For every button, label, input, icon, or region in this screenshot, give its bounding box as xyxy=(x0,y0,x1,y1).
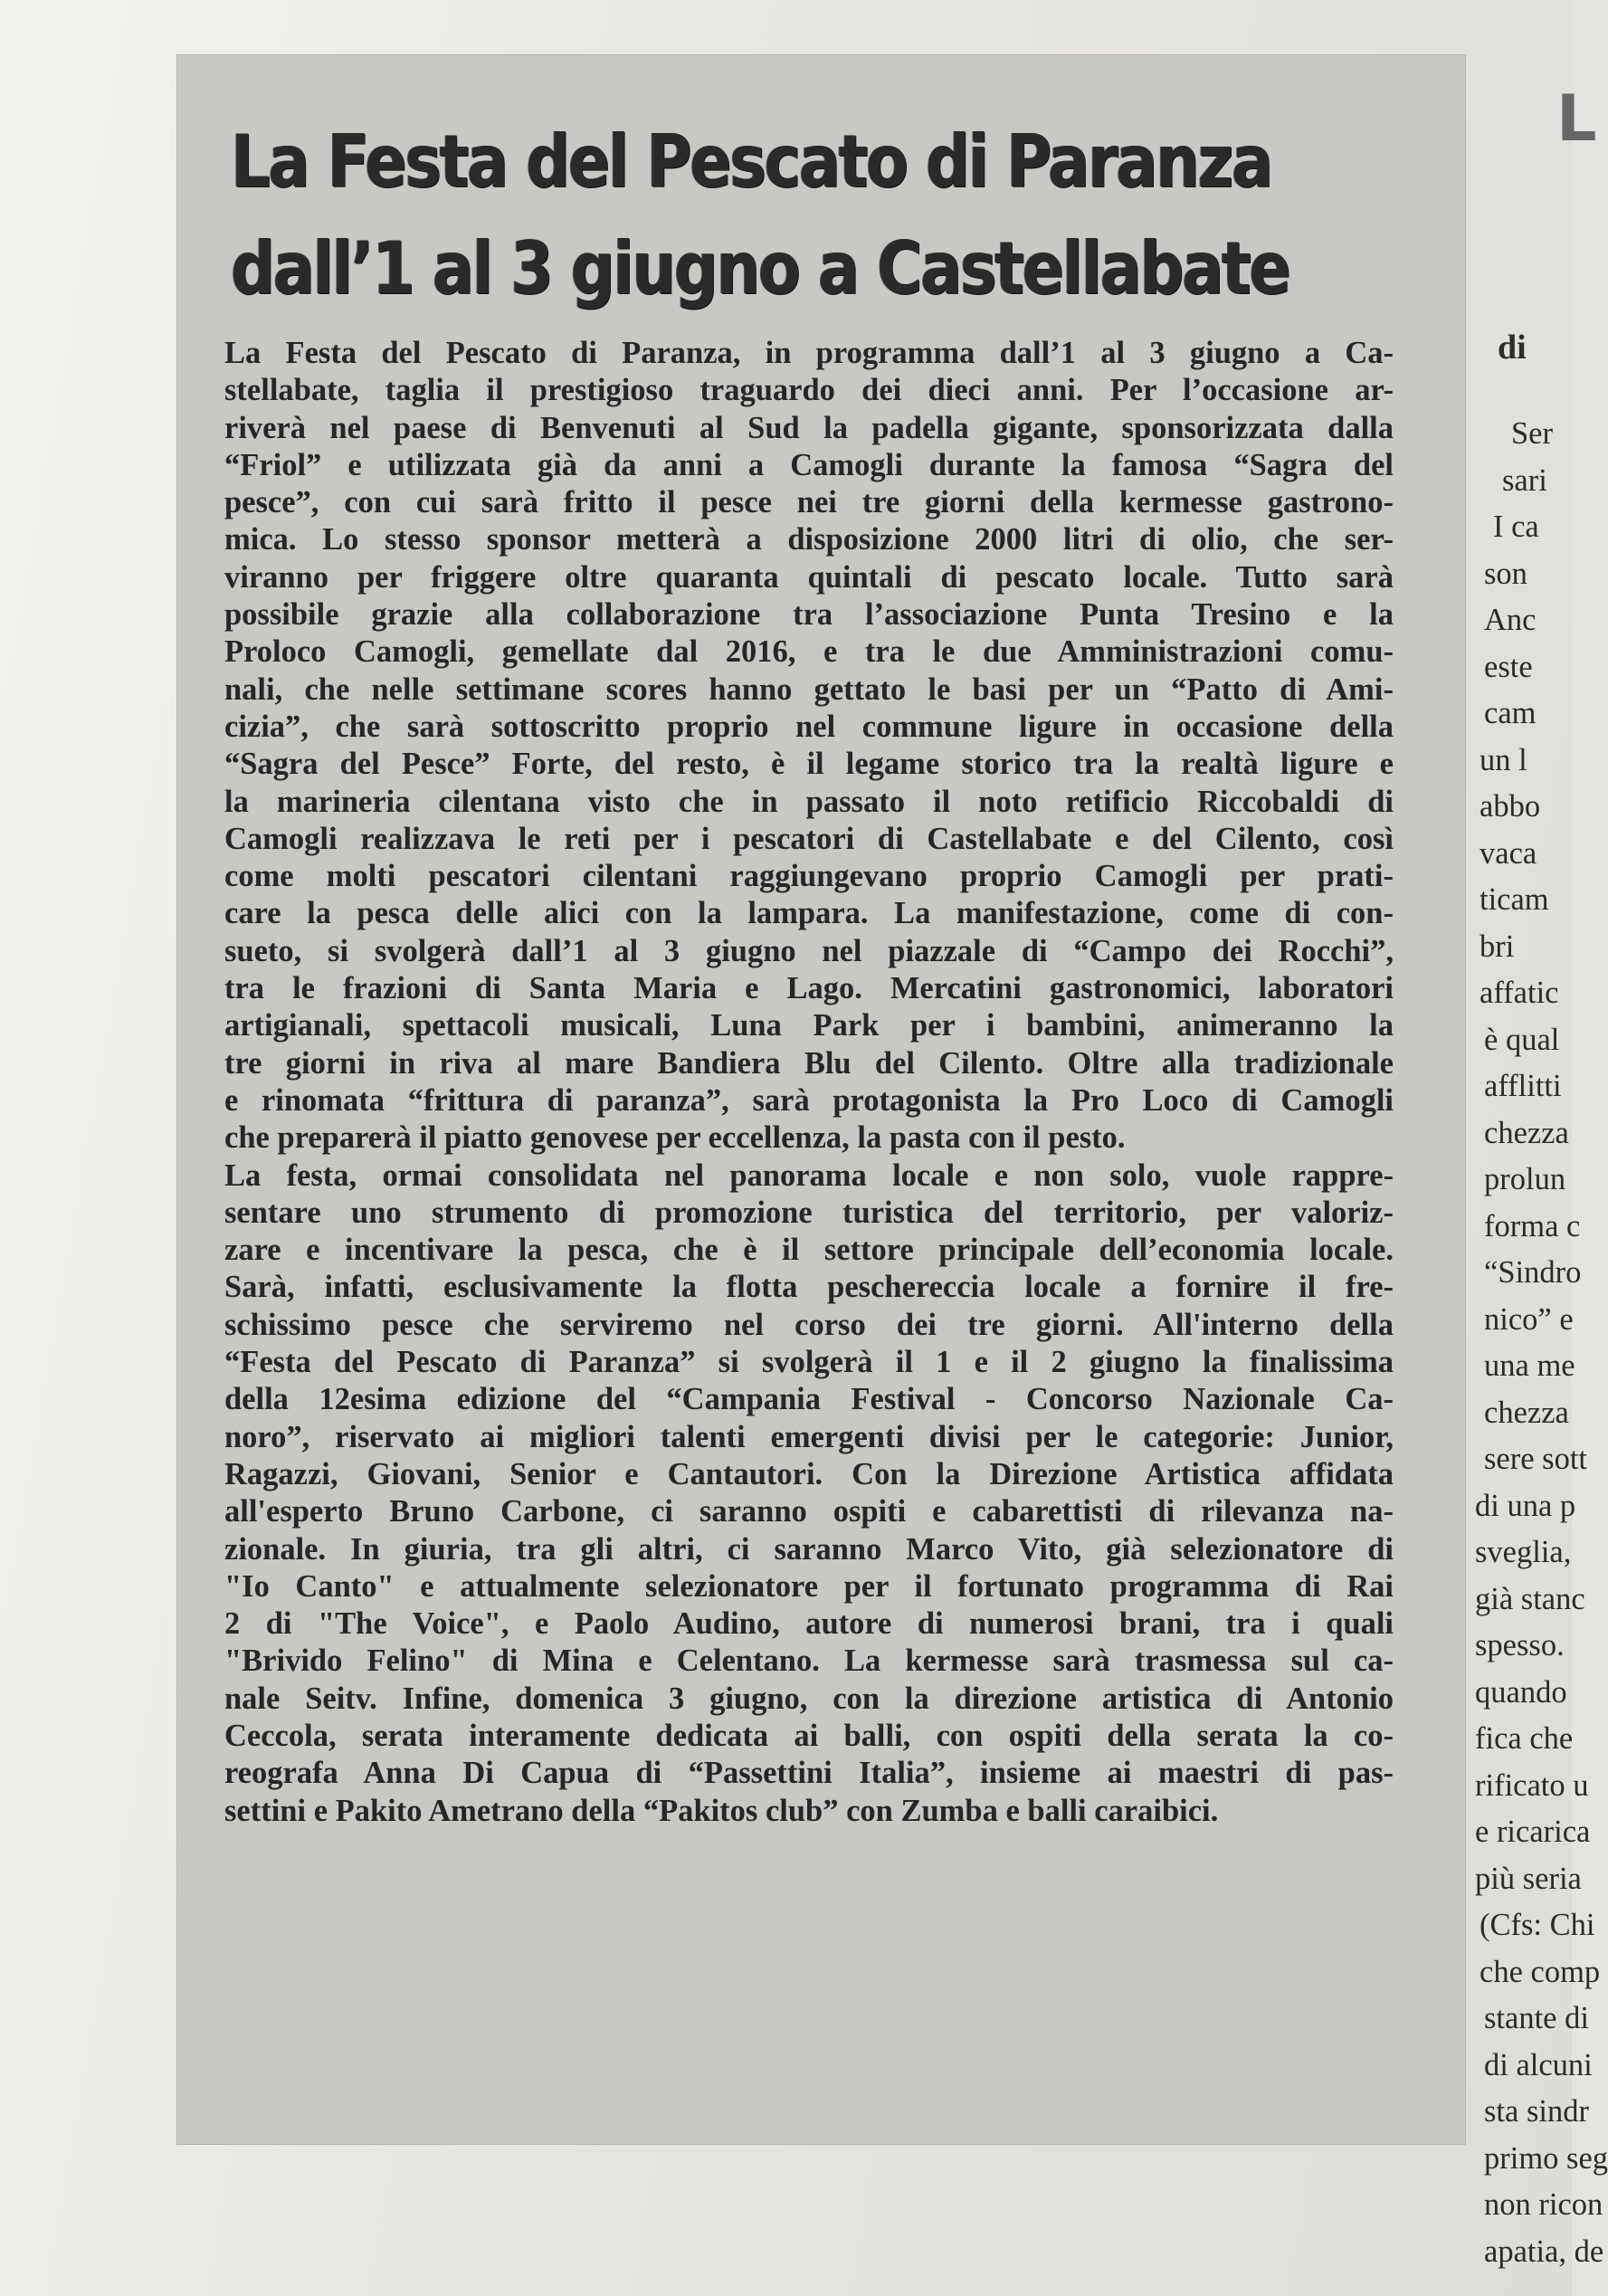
adjacent-line-fragment: cam xyxy=(1484,696,1537,730)
body-line: tre giorni in riva al mare Bandiera Blu del Cilento. Oltre alla tradizionale xyxy=(224,1045,1394,1081)
adjacent-line-fragment: spesso. xyxy=(1475,1628,1565,1662)
body-line: tra le frazioni di Santa Maria e Lago. Mercatini gastronomici, laboratori xyxy=(224,971,1394,1006)
adjacent-line-fragment: Anc xyxy=(1484,603,1537,637)
adjacent-line-fragment: non ricon xyxy=(1484,2187,1603,2222)
body-line: della 12esima edizione del “Campania Festival - Concorso Nazionale Ca- xyxy=(224,1382,1394,1417)
adjacent-line-fragment: forma c xyxy=(1484,1208,1581,1243)
adjacent-line-fragment: vaca xyxy=(1480,835,1537,871)
body-line: zare e incentivare la pesca, che è il settore principale dell’economia locale. xyxy=(224,1233,1394,1268)
adjacent-column xyxy=(1407,81,1608,2290)
article-body xyxy=(224,335,1394,1830)
adjacent-line-fragment: apatia, de xyxy=(1484,2234,1604,2269)
body-line: zionale. In giuria, tra gli altri, ci saranno Marco Vito, già selezionatore di xyxy=(224,1531,1394,1567)
adjacent-line-fragment: è qual xyxy=(1484,1022,1560,1057)
headline-line-2: dall’1 al 3 giugno a Castellabate xyxy=(231,226,1289,310)
body-line: e rinomata “frittura di paranza”, sarà protagonista la Pro Loco di Camogli xyxy=(224,1082,1394,1118)
headline-line-1: La Festa del Pescato di Paranza xyxy=(231,119,1271,204)
body-line: sentare uno strumento di promozione turistica del territorio, per valoriz- xyxy=(224,1195,1394,1230)
adjacent-line-fragment: este xyxy=(1484,649,1533,684)
body-line: La festa, ormai consolidata nel panorama locale e non solo, vuole rappre- xyxy=(224,1158,1394,1193)
adjacent-line-fragment: afflitti xyxy=(1484,1069,1562,1103)
adjacent-line-fragment: sere sott xyxy=(1484,1442,1588,1476)
body-line: Camogli realizzava le reti per i pescatori di Castellabate e del Cilento, così xyxy=(224,821,1394,856)
body-line: possibile grazie alla collaborazione tra l’associazione Punta Tresino e la xyxy=(224,597,1394,633)
adjacent-line-fragment: Ser xyxy=(1511,416,1553,451)
adjacent-line-fragment: e ricarica xyxy=(1475,1815,1591,1849)
body-line: viranno per friggere oltre quaranta quintali di pescato locale. Tutto sarà xyxy=(224,559,1394,595)
body-line: 2 di "The Voice", e Paolo Audino, autore di numerosi brani, tra i quali xyxy=(224,1606,1394,1642)
adjacent-line-fragment: fica che xyxy=(1475,1721,1574,1756)
body-line: noro”, riservato ai migliori talenti emergenti divisi per le categorie: Junior, xyxy=(224,1419,1394,1454)
adjacent-line-fragment: che comp xyxy=(1480,1954,1601,1989)
body-line: "Io Canto" e attualmente selezionatore per il fortunato programma di Rai xyxy=(224,1568,1394,1604)
adjacent-line-fragment: sari xyxy=(1502,462,1547,498)
adjacent-line-fragment: di alcuni xyxy=(1484,2047,1593,2082)
body-line: Ragazzi, Giovani, Senior e Cantautori. Con la Direzione Artistica affidata xyxy=(224,1456,1394,1491)
adjacent-line-fragment: nico” e xyxy=(1484,1301,1574,1337)
article-headline xyxy=(231,109,1289,322)
body-line: pesce”, con cui sarà fritto il pesce nei tre giorni della kermesse gastrono- xyxy=(224,485,1394,520)
adjacent-line-fragment: chezza xyxy=(1484,1115,1569,1150)
body-line: reografa Anna Di Capua di “Passettini Italia”, insieme ai maestri di pas- xyxy=(224,1756,1394,1791)
body-line: Ceccola, serata interamente dedicata ai balli, con ospiti della serata la co- xyxy=(224,1718,1394,1753)
body-line: “Festa del Pescato di Paranza” si svolgerà il 1 e il 2 giugno la finalissima xyxy=(224,1345,1394,1380)
adjacent-line-fragment: chezza xyxy=(1484,1395,1569,1430)
body-line: riverà nel paese di Benvenuti al Sud la padella gigante, sponsorizzata dalla xyxy=(224,410,1394,445)
adjacent-line-fragment: primo seg xyxy=(1484,2140,1608,2176)
body-line: artigianali, spettacoli musicali, Luna Park per i bambini, animeranno la xyxy=(224,1008,1394,1043)
body-line: Sarà, infatti, esclusivamente la flotta peschereccia locale a fornire il fre- xyxy=(224,1270,1394,1305)
adjacent-line-fragment: son xyxy=(1484,556,1527,591)
body-line: nale Seitv. Infine, domenica 3 giugno, con la direzione artistica di Antonio xyxy=(224,1681,1394,1716)
adjacent-line-fragment: di una p xyxy=(1475,1488,1576,1523)
adjacent-line-fragment: rificato u xyxy=(1475,1767,1589,1803)
body-line: sueto, si svolgerà dall’1 al 3 giugno nel piazzale di “Campo dei Rocchi”, xyxy=(224,933,1394,968)
body-line: all'esperto Bruno Carbone, ci saranno ospiti e cabarettisti di rilevanza na- xyxy=(224,1494,1394,1529)
body-line: "Brivido Felino" di Mina e Celentano. La kermesse sarà trasmessa sul ca- xyxy=(224,1643,1394,1679)
adjacent-line-fragment: quando xyxy=(1475,1674,1567,1710)
adjacent-heading-letter: L xyxy=(1556,81,1597,156)
body-line: La Festa del Pescato di Paranza, in programma dall’1 al 3 giugno a Ca- xyxy=(224,336,1394,370)
adjacent-line-fragment: più seria xyxy=(1475,1861,1582,1896)
adjacent-line-fragment: bri xyxy=(1480,929,1515,964)
adjacent-line-fragment: già stanc xyxy=(1475,1581,1585,1616)
body-line: mica. Lo stesso sponsor metterà a disposizione 2000 litri di olio, che ser- xyxy=(224,522,1394,557)
adjacent-line-fragment: affatic xyxy=(1480,976,1559,1010)
adjacent-line-fragment: sveglia, xyxy=(1475,1535,1572,1569)
adjacent-line-fragment: “Sindro xyxy=(1484,1255,1582,1290)
adjacent-line-fragment: I ca xyxy=(1493,510,1539,544)
body-line: “Sagra del Pesce” Forte, del resto, è il legame storico tra la realtà ligure e xyxy=(224,747,1394,782)
adjacent-line-fragment: una me xyxy=(1484,1348,1575,1383)
adjacent-line-fragment: prolun xyxy=(1484,1162,1566,1196)
body-line: che preparerà il piatto genovese per eccellenza, la pasta con il pesto. xyxy=(224,1120,1126,1156)
adjacent-line-fragment: sta sindr xyxy=(1484,2094,1589,2129)
adjacent-line-fragment: ticam xyxy=(1480,882,1549,917)
body-line: stellabate, taglia il prestigioso traguardo dei dieci anni. Per l’occasione ar- xyxy=(224,373,1394,408)
body-line: schissimo pesce che serviremo nel corso dei tre giorni. All'interno della xyxy=(224,1307,1394,1342)
body-line: cizia”, che sarà sottoscritto proprio nel commune ligure in occasione della xyxy=(224,709,1394,744)
adjacent-line-fragment: stante di xyxy=(1484,2001,1589,2035)
body-line: la marineria cilentana visto che in passato il noto retificio Riccobaldi di xyxy=(224,784,1394,819)
body-line: Proloco Camogli, gemellate dal 2016, e tra le due Amministrazioni comu- xyxy=(224,634,1394,670)
body-line: care la pesca delle alici con la lampara. La manifestazione, come di con- xyxy=(224,896,1394,931)
adjacent-line-fragment: abbo xyxy=(1480,789,1541,824)
body-line: “Friol” e utilizzata già da anni a Camogli durante la famosa “Sagra del xyxy=(224,447,1394,482)
adjacent-line-fragment: (Cfs: Chi xyxy=(1480,1908,1595,1942)
adjacent-line-fragment: un l xyxy=(1480,742,1527,777)
body-line: come molti pescatori cilentani raggiungevano proprio Camogli per prati- xyxy=(224,859,1394,894)
adjacent-subheading: di xyxy=(1498,329,1527,367)
body-line: nali, che nelle settimane scores hanno gettato le basi per un “Patto di Ami- xyxy=(224,672,1394,707)
body-line: settini e Pakito Ametrano della “Pakitos club” con Zumba e balli caraibici. xyxy=(224,1793,1219,1828)
